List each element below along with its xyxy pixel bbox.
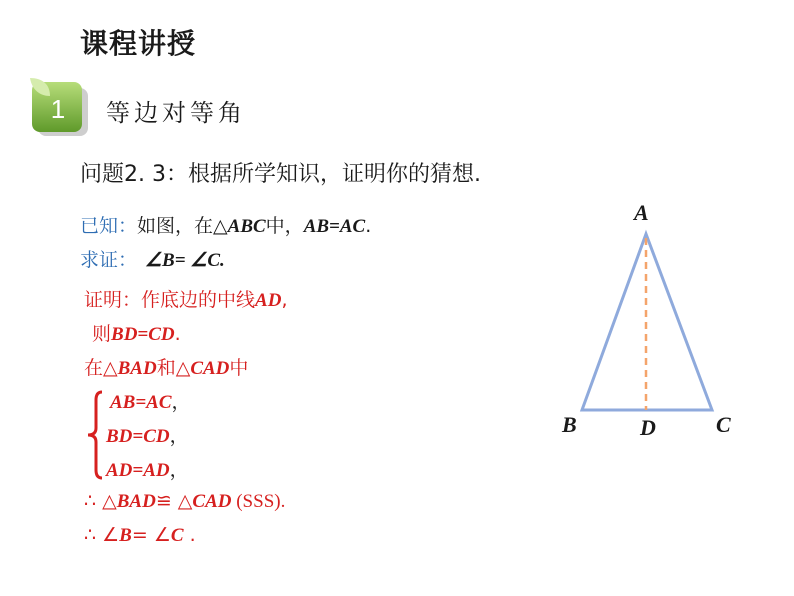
brace-icon	[84, 390, 106, 480]
conclusion-1	[84, 490, 285, 513]
point-label-d: D	[640, 415, 656, 440]
condition-1-tail: ，	[171, 391, 191, 413]
topic-badge	[28, 76, 90, 138]
condition-3-expr: AD=AD	[106, 460, 170, 481]
condition-3	[106, 455, 189, 482]
proof-step2-end: .	[174, 323, 181, 345]
proof-step3-d: CAD	[190, 358, 230, 379]
topic-title: 等边对等角	[106, 99, 246, 127]
given-text-a: 如图，在△	[137, 215, 228, 237]
conclusion-2-e: .	[183, 524, 196, 546]
proof-step3-a: 在△	[84, 357, 118, 379]
question-text: 问题2. 3：根据所学知识，证明你的猜想.	[80, 162, 481, 187]
proof-step1-symbol: AD	[255, 290, 282, 311]
proof-step1-end: ,	[281, 289, 288, 311]
vertex-label-c: C	[716, 412, 731, 437]
prove-expression: ∠B= ∠C.	[145, 250, 225, 271]
proof-step1	[84, 285, 287, 312]
condition-3-tail: ，	[169, 459, 189, 481]
condition-2-tail: ，	[169, 425, 189, 447]
leaf-badge-icon	[28, 76, 90, 138]
conclusion-1-e: (SSS).	[231, 491, 286, 512]
proof-step1-text: 作底边的中线	[141, 289, 256, 311]
section-title: 课程讲授	[80, 27, 197, 60]
proof-step3	[84, 353, 248, 380]
proof-step2-symbol: BD=CD	[111, 324, 175, 345]
conclusion-2	[84, 524, 196, 547]
conclusion-1-a: ∴ △	[84, 490, 117, 512]
triangle-figure	[558, 198, 758, 448]
conclusion-1-d: CAD	[192, 491, 232, 512]
proof-step3-c: 和△	[156, 357, 191, 379]
conclusion-1-b: BAD	[116, 491, 156, 512]
conclusion-2-d: C	[170, 525, 184, 546]
vertex-label-b: B	[562, 412, 577, 437]
proof-label: 证明：	[84, 289, 142, 311]
conclusion-2-c: = ∠	[131, 524, 171, 546]
proof-step3-b: BAD	[117, 358, 157, 379]
topic-number: 1	[50, 94, 66, 124]
conclusion-1-c: ≌ △	[155, 490, 193, 512]
given-end: .	[365, 215, 372, 237]
conclusion-2-b: B	[119, 525, 132, 546]
vertex-label-a: A	[634, 200, 649, 225]
given-equation: AB=AC	[303, 216, 366, 237]
given-text-b: 中，	[265, 215, 304, 237]
proof-step3-e: 中	[229, 357, 249, 379]
given-label: 已知：	[80, 215, 138, 237]
proof-step2	[92, 319, 181, 346]
condition-1	[110, 387, 191, 414]
prove-label: 求证：	[80, 249, 138, 271]
proof-step2-text: 则	[92, 323, 112, 345]
condition-1-expr: AB=AC	[110, 392, 172, 413]
given-line	[80, 211, 371, 238]
condition-2	[106, 421, 189, 448]
prove-line	[80, 245, 225, 272]
conclusion-2-a: ∴ ∠	[84, 524, 120, 546]
given-triangle: ABC	[227, 216, 266, 237]
condition-2-expr: BD=CD	[106, 426, 170, 447]
